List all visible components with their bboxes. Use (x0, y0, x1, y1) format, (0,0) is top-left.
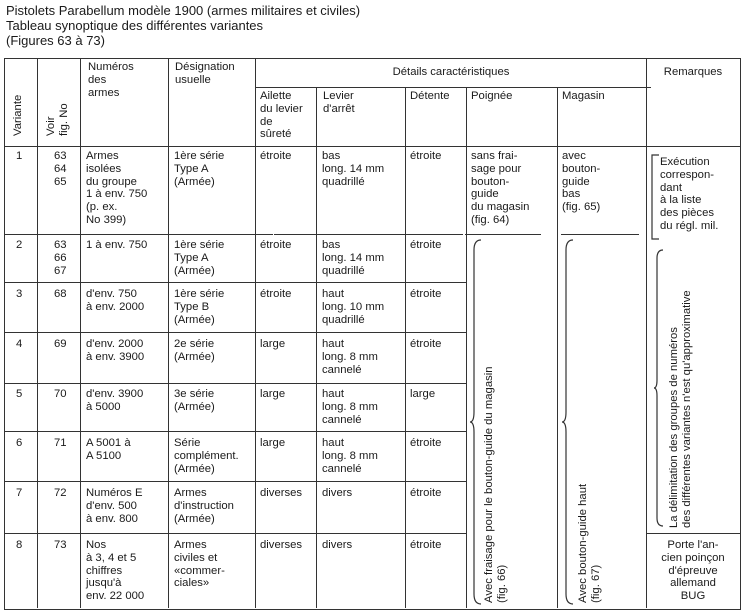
cell-poignee: sans frai- sage pour bouton- guide du magasin (fig. 64) (471, 150, 530, 226)
cell-designation: 1ère série Type A (Armée) (174, 150, 225, 188)
row-line (274, 234, 463, 235)
figures-reference: (Figures 63 à 73) (6, 33, 105, 48)
cell-variante: 2 (16, 239, 23, 251)
col-line (557, 87, 558, 608)
row-line (4, 234, 273, 235)
cell-numeros: d'env. 2000 à env. 3900 (86, 338, 145, 363)
col-line (168, 58, 169, 608)
cell-ailette: diverses (260, 539, 303, 551)
cell-variante: 1 (16, 150, 23, 162)
cell-designation: 1ère série Type A (Armée) (174, 239, 225, 277)
cell-detente: étroite (410, 150, 442, 162)
header-bottom-line (4, 146, 741, 147)
cell-fig: 68 (54, 288, 67, 300)
cell-variante: 3 (16, 288, 23, 300)
cell-levier: haut long. 8 mm cannelé (322, 437, 378, 475)
cell-variante: 5 (16, 388, 23, 400)
header-levier: Levier d'arrêt (323, 90, 355, 115)
row-line (465, 234, 541, 235)
col-line (466, 87, 467, 608)
col-line (316, 87, 317, 608)
cell-ailette: étroite (260, 239, 292, 251)
cell-variante: 7 (16, 487, 23, 499)
cell-detente: étroite (410, 288, 442, 300)
cell-fig: 71 (54, 437, 67, 449)
cell-fig: 63 64 65 (54, 150, 67, 188)
cell-designation: Série complément. (Armée) (174, 437, 239, 475)
col-line (37, 58, 38, 608)
magasin-merged-note: Avec bouton-guide haut (fig. 67) (577, 483, 602, 603)
cell-fig: 69 (54, 338, 67, 350)
cell-magasin: avec bouton- guide bas (fig. 65) (562, 150, 601, 214)
cell-ailette: large (260, 338, 286, 350)
header-magasin: Magasin (562, 90, 605, 102)
col-line (80, 58, 81, 608)
cell-detente: étroite (410, 487, 442, 499)
header-detente: Détente (410, 90, 450, 102)
cell-detente: étroite (410, 437, 442, 449)
cell-levier: bas long. 14 mm quadrillé (322, 239, 385, 277)
row-line (561, 234, 639, 235)
cell-levier: haut long. 10 mm quadrillé (322, 288, 385, 326)
cell-numeros: Numéros E d'env. 500 à env. 800 (86, 487, 143, 525)
cell-variante: 6 (16, 437, 23, 449)
row-line (4, 383, 466, 384)
magasin-brace (562, 238, 576, 606)
header-details: Détails caractéristiques (392, 66, 510, 78)
cell-variante: 4 (16, 338, 23, 350)
variants-table (4, 58, 741, 610)
document-subtitle: Tableau synoptique des différentes variantes (6, 18, 264, 33)
cell-numeros: Armes isolées du groupe 1 à env. 750 (p. ex. No 399) (86, 150, 148, 226)
table-border (4, 58, 741, 610)
remarques-merged-note: La délimitation des groupes de numéros des différentes variantes n'est qu'approximative (668, 290, 693, 528)
cell-designation: 3e série (Armée) (174, 388, 215, 413)
header-voir-fig: Voir fig. No (45, 103, 70, 136)
remarques-bracket (650, 153, 660, 241)
cell-detente: étroite (410, 239, 442, 251)
cell-ailette: large (260, 437, 286, 449)
cell-levier: haut long. 8 mm cannelé (322, 388, 378, 426)
cell-numeros: 1 à env. 750 (86, 239, 148, 251)
cell-detente: étroite (410, 539, 442, 551)
header-remarques: Remarques (663, 66, 723, 78)
cell-fig: 70 (54, 388, 67, 400)
remarques-last: Porte l'an- cien poinçon d'épreuve allemand BUG (661, 539, 725, 603)
cell-ailette: étroite (260, 288, 292, 300)
cell-levier: haut long. 8 mm cannelé (322, 338, 378, 376)
row-line (4, 332, 466, 333)
row-line (4, 481, 466, 482)
cell-fig: 73 (54, 539, 67, 551)
poignee-merged-note: Avec fraisage pour le bouton-guide du magasin (fig. 66) (483, 366, 508, 603)
cell-remarques: Exécution correspon- dant à la liste des pièces du régl. mil. (660, 156, 719, 232)
header-variante: Variante (12, 94, 24, 136)
cell-levier: bas long. 14 mm quadrillé (322, 150, 385, 188)
row-line (4, 282, 466, 283)
remarques-brace (654, 248, 664, 528)
col-line (646, 58, 647, 608)
col-line (255, 58, 256, 608)
cell-detente: large (410, 388, 436, 400)
cell-numeros: d'env. 3900 à 5000 (86, 388, 144, 413)
row-line (4, 533, 466, 534)
poignee-brace (470, 238, 484, 606)
row-line (646, 533, 741, 534)
cell-numeros: d'env. 750 à env. 2000 (86, 288, 145, 313)
header-numeros: Numéros des armes (88, 61, 134, 99)
cell-variante: 8 (16, 539, 23, 551)
header-poignee: Poignée (471, 90, 513, 102)
row-line (4, 431, 466, 432)
document-title: Pistolets Parabellum modèle 1900 (armes militaires et civiles) (6, 3, 361, 18)
cell-ailette: étroite (260, 150, 292, 162)
cell-designation: Armes d'instruction (Armée) (174, 487, 234, 525)
cell-numeros: A 5001 à A 5100 (86, 437, 131, 462)
cell-fig: 63 66 67 (54, 239, 67, 277)
header-ailette: Ailette du levier de sûreté (260, 90, 303, 141)
header-designation: Désignation usuelle (175, 61, 235, 86)
cell-designation: Armes civiles et «commer- ciales» (174, 539, 225, 590)
cell-ailette: diverses (260, 487, 303, 499)
cell-designation: 2e série (Armée) (174, 338, 215, 363)
cell-detente: étroite (410, 338, 442, 350)
cell-fig: 72 (54, 487, 67, 499)
cell-ailette: large (260, 388, 286, 400)
cell-numeros: Nos à 3, 4 et 5 chiffres jusqu'à env. 22 000 (86, 539, 145, 603)
cell-levier: divers (322, 487, 353, 499)
col-line (405, 87, 406, 608)
cell-designation: 1ère série Type B (Armée) (174, 288, 225, 326)
cell-levier: divers (322, 539, 353, 551)
